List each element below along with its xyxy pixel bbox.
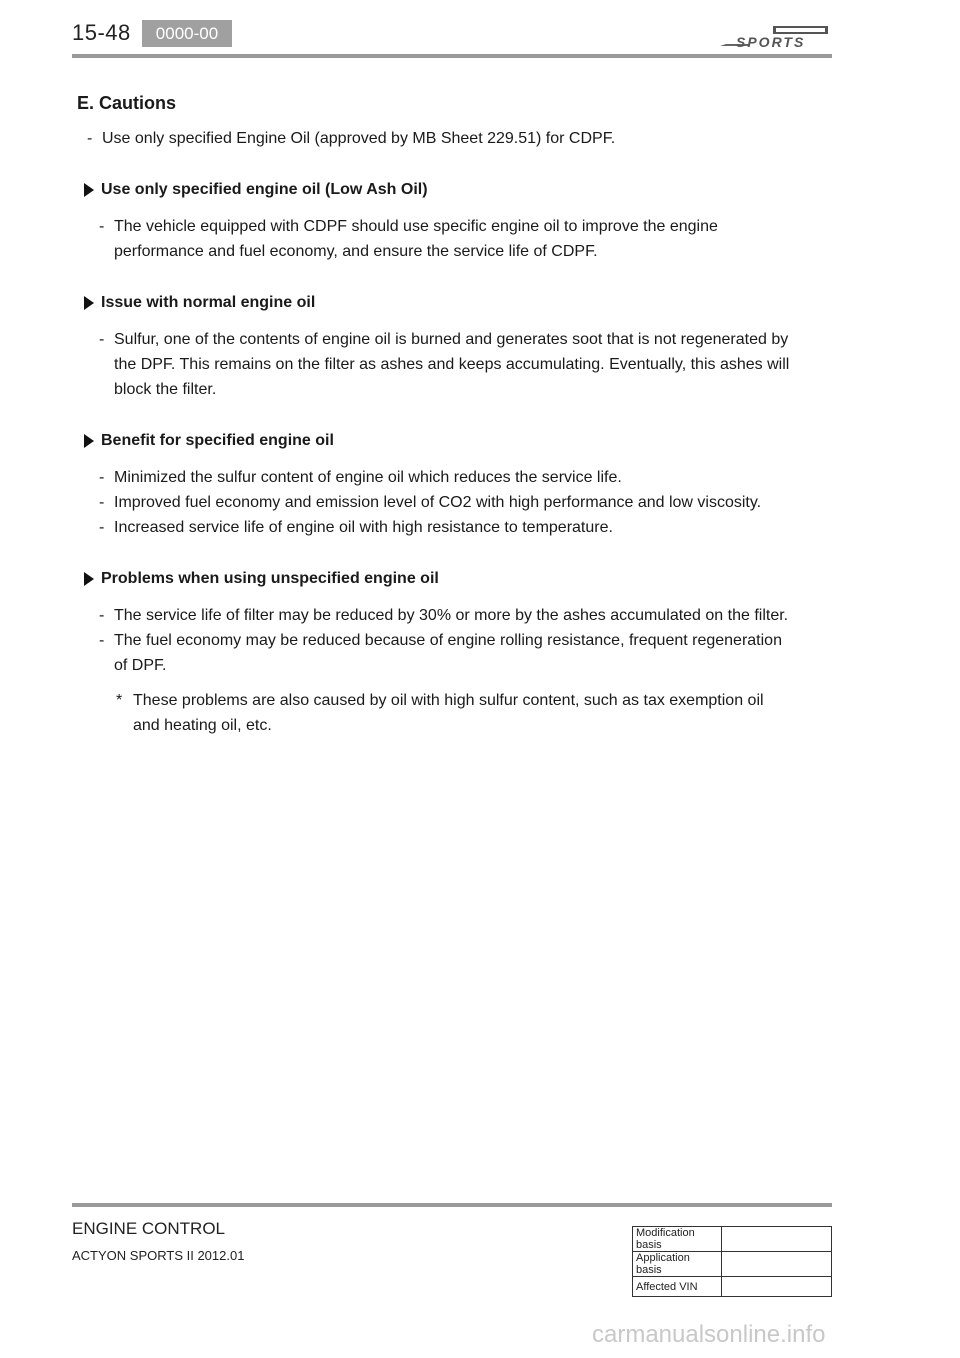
- affected-vin-value: [722, 1277, 832, 1297]
- svg-text:SPORTS: SPORTS: [736, 34, 806, 50]
- triangle-bullet-icon: [84, 572, 94, 586]
- list-item: - The vehicle equipped with CDPF should use specific engine oil to improve the engine performance and fuel economy, and ensure the service life of CDPF.: [99, 218, 718, 260]
- application-basis-label: Application basis: [633, 1252, 722, 1277]
- watermark: carmanualsonline.info: [592, 1321, 826, 1348]
- actyon-sports-logo: [718, 26, 830, 50]
- list-item: - Use only specified Engine Oil (approved by MB Sheet 229.51) for CDPF.: [87, 130, 616, 147]
- list-item: - Increased service life of engine oil with high resistance to temperature.: [99, 519, 613, 536]
- modification-basis-label: Modification basis: [633, 1227, 722, 1252]
- table-row: [633, 1277, 832, 1297]
- list-item: - Improved fuel economy and emission level of CO2 with high performance and low viscosity.: [99, 494, 762, 511]
- footer-divider: [72, 1203, 832, 1207]
- affected-vin-label: Affected VIN: [633, 1277, 722, 1297]
- table-row: [633, 1227, 832, 1252]
- chapter-title: ENGINE CONTROL: [72, 1219, 226, 1238]
- modification-basis-value: [722, 1227, 832, 1252]
- header-divider: [72, 54, 832, 58]
- subsection-heading: Problems when using unspecified engine oil: [72, 568, 792, 590]
- list-item: - The fuel economy may be reduced because of engine rolling resistance, frequent regeneration of DPF.: [99, 632, 782, 674]
- note-item: * These problems are also caused by oil with high sulfur content, such as tax exemption oil and heating oil, etc.: [116, 692, 764, 734]
- section-title: E. Cautions: [77, 93, 177, 113]
- page-number: 15-48: [72, 20, 131, 45]
- subsection-heading: Use only specified engine oil (Low Ash Oil): [72, 179, 792, 201]
- triangle-bullet-icon: [84, 296, 94, 310]
- revision-info-table: [632, 1226, 832, 1297]
- subsection-heading: Issue with normal engine oil: [72, 292, 792, 314]
- list-item: - Sulfur, one of the contents of engine oil is burned and generates soot that is not regenerated by the DPF. This remains on the filter as ashes and keeps accumulating. Eventually, this ashes will block the filter.: [99, 331, 790, 398]
- list-item: - The service life of filter may be reduced by 30% or more by the ashes accumulated on the filter.: [99, 607, 789, 624]
- application-basis-value: [722, 1252, 832, 1277]
- section-code-badge: 0000-00: [142, 20, 232, 47]
- subsection-heading: Benefit for specified engine oil: [72, 430, 792, 452]
- triangle-bullet-icon: [84, 434, 94, 448]
- model-label: ACTYON SPORTS II 2012.01: [72, 1248, 245, 1263]
- list-item: - Minimized the sulfur content of engine oil which reduces the service life.: [99, 469, 622, 486]
- triangle-bullet-icon: [84, 183, 94, 197]
- document-body: [72, 93, 792, 738]
- table-row: [633, 1252, 832, 1277]
